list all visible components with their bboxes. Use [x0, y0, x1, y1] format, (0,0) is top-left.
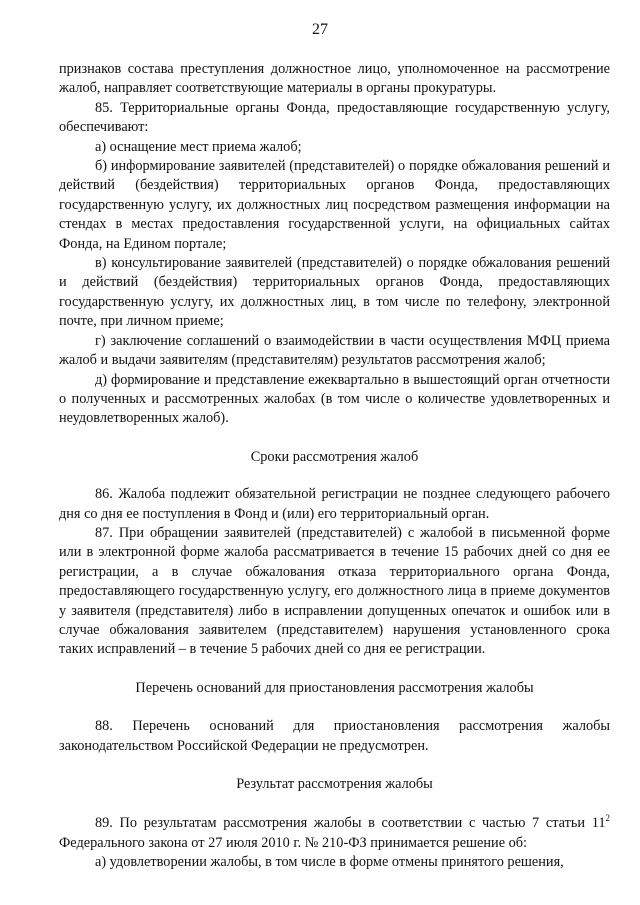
- paragraph-89: [59, 814, 610, 853]
- section-heading-review-terms: Сроки рассмотрения жалоб: [250, 448, 419, 465]
- paragraph-86: 86. Жалоба подлежит обязательной регистрации не позднее следующего рабочего дня со дня ее поступления в Фонд и (или) его территориальный орган.: [59, 486, 610, 522]
- page-number: 27: [312, 21, 328, 38]
- paragraph-85-c: в) консультирование заявителей (представителей) о порядке обжалования решений и действий (бездействия) территориальных органов Фонда, предоставляющих государственную услугу, их должностных лиц, в том числе по телефону, электронной почте, при личном приеме;: [59, 255, 610, 330]
- paragraph-85-b: б) информирование заявителей (представителей) о порядке обжалования решений и действий (бездействия) территориальных органов Фонда, предоставляющих государственную услугу, их должностных лиц посредством размещения информации на стендах в местах предоставления государственной услуги, на официальных сайтах Фонда, на Едином портале;: [59, 158, 610, 252]
- paragraph-85-e: д) формирование и представление ежеквартально в вышестоящий орган отчетности о полученных и рассмотренных жалобах (в том числе о количестве удовлетворенных и неудовлетворенных жалоб).: [59, 371, 610, 427]
- paragraph-85: 85. Территориальные органы Фонда, предоставляющие государственную услугу, обеспечивают:: [59, 99, 610, 136]
- paragraph-89-a: а) удовлетворении жалобы, в том числе в форме отмены принятого решения,: [95, 854, 564, 871]
- paragraph-85-a: а) оснащение мест приема жалоб;: [95, 138, 302, 155]
- paragraph-85-d: г) заключение соглашений о взаимодействии в части осуществления МФЦ приема жалоб и выдачи заявителям (представителям) результатов рассмотрения жалоб;: [59, 332, 610, 369]
- paragraph-89-text: 89. По результатам рассмотрения жалобы в соответствии с частью 7 статьи 11: [95, 815, 606, 832]
- section-heading-review-result: Результат рассмотрения жалобы: [236, 776, 433, 792]
- paragraph-89-text-end: Федерального закона от 27 июля 2010 г. № 210-ФЗ принимается решение об:: [59, 834, 528, 851]
- article-superscript: 2: [605, 812, 610, 823]
- paragraph-87: 87. При обращении заявителей (представителей) с жалобой в письменной форме или в электронной форме жалоба рассматривается в течение 15 рабочих дней со дня ее регистрации, а в случае обжалования отказа территориального органа Фонда, предоставляющего государственную услугу, его должностного лица в приеме документов у заявителя (представителя) либо в исправлении допущенных опечаток и ошибок или в случае обжалования заявителем (представителем) нарушения установленного срока таких исправлений – в течение 5 рабочих дней со дня ее регистрации.: [59, 524, 610, 658]
- paragraph-88: 88. Перечень оснований для приостановления рассмотрения жалобы законодательством Российской Федерации не предусмотрен.: [59, 718, 610, 754]
- paragraph-continuation: признаков состава преступления должностное лицо, уполномоченное на рассмотрение жалоб, направляет соответствующие материалы в органы прокуратуры.: [59, 61, 610, 97]
- section-heading-suspension-grounds: Перечень оснований для приостановления рассмотрения жалобы: [135, 679, 534, 696]
- document-body: [59, 60, 610, 873]
